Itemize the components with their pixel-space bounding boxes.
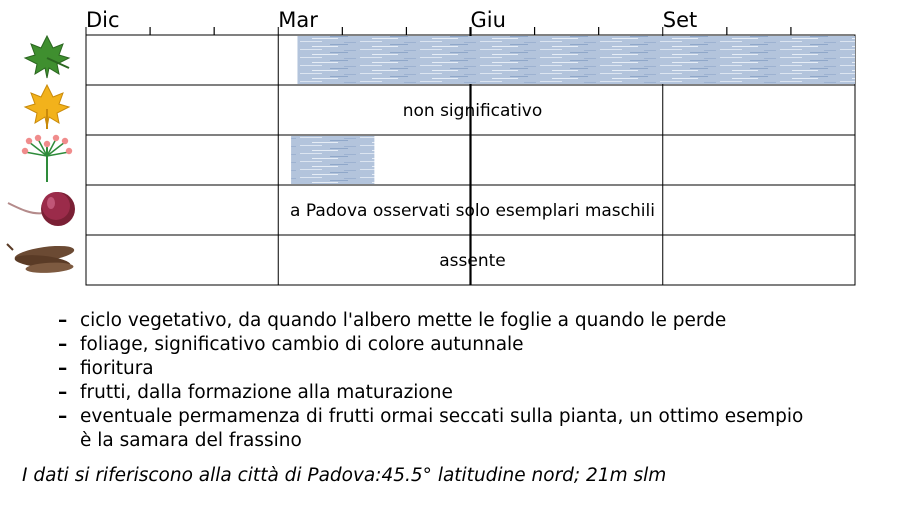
footnote: I dati si riferiscono alla città di Padova:45.5° latitudine nord; 21m slm [22, 465, 667, 486]
month-label: Dic [86, 8, 120, 32]
row-labels [290, 101, 655, 271]
chart-bars [291, 36, 855, 184]
legend-text: è la samara del frassino [80, 430, 302, 451]
month-label: Mar [278, 8, 318, 32]
bullet-dash: – [58, 334, 68, 355]
duration-bar [297, 36, 855, 84]
flower-icon [22, 135, 72, 182]
dry-seed-pod-icon [7, 243, 75, 274]
legend-item [58, 333, 888, 357]
row-note: assente [439, 251, 506, 271]
legend-list [58, 309, 888, 453]
legend-item [58, 429, 888, 453]
autumn-leaf-icon [25, 85, 69, 129]
row-note: a Padova osservati solo esemplari maschili [290, 201, 655, 221]
legend-item [58, 357, 888, 381]
bullet-dash: – [58, 310, 68, 331]
month-axis [86, 8, 697, 32]
legend-text: ciclo vegetativo, da quando l'albero mette le foglie a quando le perde [80, 310, 727, 331]
legend-text: fioritura [80, 358, 154, 379]
legend-item [58, 405, 888, 429]
month-label: Giu [470, 8, 506, 32]
bullet-dash: – [58, 406, 68, 427]
legend-text: frutti, dalla formazione alla maturazione [80, 382, 453, 403]
green-leaf-icon [25, 36, 69, 78]
legend-item [58, 309, 888, 333]
duration-bar [291, 136, 374, 184]
legend-text: eventuale permamenza di frutti ormai seccati sulla pianta, un ottimo esempio [80, 406, 804, 427]
bullet-dash: – [58, 382, 68, 403]
row-note: non significativo [402, 101, 543, 121]
fruit-icon [8, 192, 75, 226]
legend-item [58, 381, 888, 405]
bullet-dash: – [58, 358, 68, 379]
month-label: Set [662, 8, 698, 32]
legend-text: foliage, significativo cambio di colore autunnale [80, 334, 524, 355]
